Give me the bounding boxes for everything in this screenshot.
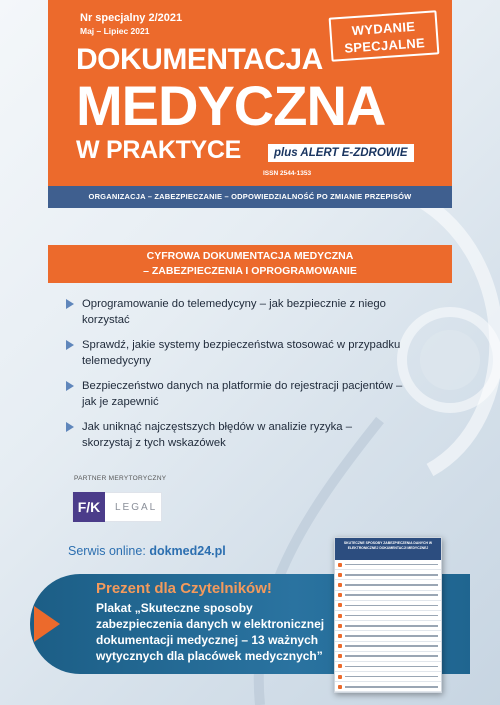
issue-info	[80, 12, 182, 38]
arrow-right-icon	[34, 606, 60, 642]
triangle-bullet-icon	[66, 381, 74, 391]
plus-alert-label: plus ALERT E-ZDROWIE	[268, 144, 414, 162]
topic-box	[48, 245, 452, 283]
online-label: Serwis online:	[68, 544, 146, 558]
title-line-1: DOKUMENTACJA	[76, 43, 323, 76]
fk-logo-text: LEGAL	[115, 501, 158, 513]
bullet-text: Bezpieczeństwo danych na platformie do rejestracji pacjentów – jak je zapewnić	[82, 380, 403, 408]
gift-title: Prezent dla Czytelników!	[96, 580, 272, 597]
bullet-list	[64, 296, 404, 460]
bullet-text: Oprogramowanie do telemedycyny – jak bezpiecznie z niego korzystać	[82, 298, 386, 326]
poster-row	[335, 662, 441, 672]
issue-months: Maj – Lipiec 2021	[80, 26, 150, 36]
bullet-text: Sprawdź, jakie systemy bezpieczeństwa stosować w przypadku telemedycyny	[82, 339, 401, 367]
list-item	[64, 419, 404, 451]
cover-header	[48, 0, 452, 186]
issue-number: Nr specjalny 2/2021	[80, 12, 183, 24]
partner-label: PARTNER MERYTORYCZNY	[74, 475, 167, 482]
special-edition-badge	[329, 10, 440, 61]
fk-logo-mark: F/K	[73, 492, 105, 522]
online-url-link[interactable]: dokmed24.pl	[149, 544, 226, 558]
issn-number: ISSN 2544-1353	[263, 170, 312, 177]
badge-line-1: WYDANIE	[351, 18, 416, 39]
triangle-bullet-icon	[66, 299, 74, 309]
poster-row	[335, 611, 441, 621]
poster-row	[335, 601, 441, 611]
poster-row	[335, 560, 441, 570]
bullet-text: Jak uniknąć najczęstszych błędów w analizie ryzyka – skorzystaj z tych wskazówek	[82, 421, 352, 449]
poster-row	[335, 672, 441, 682]
poster-row	[335, 621, 441, 631]
poster-row	[335, 580, 441, 590]
online-service	[68, 544, 226, 558]
title-line-2: MEDYCZNA	[76, 74, 386, 137]
poster-row	[335, 570, 441, 580]
list-item	[64, 378, 404, 410]
poster-row	[335, 652, 441, 662]
poster-row	[335, 642, 441, 652]
partner-logo	[72, 492, 162, 522]
badge-line-2: SPECJALNE	[343, 35, 426, 56]
topic-line-2: – ZABEZPIECZENIA I OPROGRAMOWANIE	[143, 265, 357, 277]
triangle-bullet-icon	[66, 340, 74, 350]
poster-row	[335, 631, 441, 641]
list-item	[64, 337, 404, 369]
triangle-bullet-icon	[66, 422, 74, 432]
gift-text: Plakat „Skuteczne sposoby zabezpieczenia danych w elektronicznej dokumentacji medycznej – 13 ważnych wytycznych dla placówek medycznych”	[96, 601, 325, 663]
poster-thumbnail	[334, 537, 442, 693]
list-item	[64, 296, 404, 328]
title-line-3: W PRAKTYCE	[76, 136, 242, 164]
topic-line-1: CYFROWA DOKUMENTACJA MEDYCZNA	[146, 250, 354, 262]
subtitle-strip: ORGANIZACJA – ZABEZPIECZANIE – ODPOWIEDZIALNOŚĆ PO ZMIANIE PRZEPISÓW	[48, 186, 452, 208]
poster-header: SKUTECZNE SPOSOBY ZABEZPIECZENIA DANYCH W ELEKTRONICZNEJ DOKUMENTACJI MEDYCZNEJ	[335, 538, 441, 560]
poster-row	[335, 591, 441, 601]
poster-row	[335, 682, 441, 692]
